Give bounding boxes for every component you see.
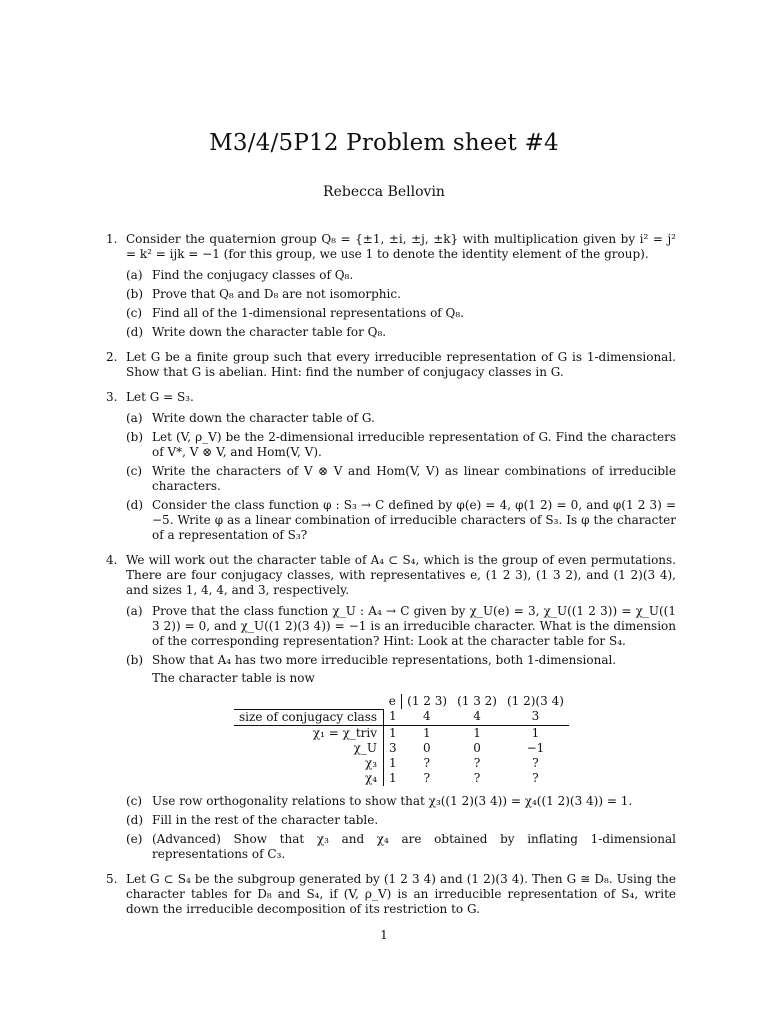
table-cell: ? (532, 770, 539, 785)
subpart (126, 325, 676, 340)
problem-3 (106, 390, 676, 543)
problem-text: We will work out the character table of A₄ ⊂ S₄, which is the group of even permutations. There are four conjugacy classes, with representatives e, (1 2 3), (1 3 2), and (1 2)(3 4), and sizes 1, 4, 4, and 3, respectively. (126, 553, 676, 597)
problem-number: 5. (106, 871, 118, 886)
subpart-label: (d) (126, 812, 144, 827)
problem-5 (106, 872, 676, 917)
problem-4 (106, 553, 676, 862)
subpart-list (126, 794, 676, 862)
table-cell: −1 (526, 740, 545, 755)
subpart-text: (Advanced) Show that χ₃ and χ₄ are obtained by inflating 1-dimensional representations of C₃. (152, 831, 676, 861)
subpart-text: Show that A₄ has two more irreducible representations, both 1-dimensional. (152, 653, 617, 667)
col-header: (1 2 3) (407, 694, 448, 708)
subpart (126, 832, 676, 862)
subpart-text: Prove that the class function χ_U : A₄ → C given by χ_U(e) = 3, χ_U((1 2 3)) = χ_U((1 3 2)) = 0, and χ_U((1 2)(3 4)) = −1 is an irreducible character. What is the dimension of the corresponding representation? Hint: Look at the character table for S₄. (152, 604, 676, 648)
subpart-label: (c) (126, 306, 143, 320)
subpart-label: (c) (126, 793, 143, 808)
subpart-text: Fill in the rest of the character table. (152, 812, 379, 827)
subpart-label: (b) (126, 430, 144, 444)
subpart-label: (e) (126, 831, 143, 846)
character-table (234, 694, 569, 786)
subpart (126, 268, 676, 283)
size-cell: 4 (452, 709, 502, 725)
subpart-label: (d) (126, 498, 144, 512)
table-cell: 3 (389, 740, 397, 755)
subpart-list (126, 268, 676, 340)
subpart-note: The character table is now (152, 671, 315, 685)
table-cell: 1 (473, 725, 481, 740)
problem-text: Let G ⊂ S₄ be the subgroup generated by (1 2 3 4) and (1 2)(3 4). Then G ≅ D₈. Using the character tables for D₈ and S₄, if (V, ρ_V) is an irreducible representation of S₄, write down the irreducible decomposition of its restriction to G. (126, 871, 676, 916)
table-cell: 1 (389, 755, 397, 770)
author-name: Rebecca Bellovin (323, 184, 445, 200)
subpart (126, 498, 676, 543)
table-cell: 1 (531, 725, 540, 740)
row-label: χ₃ (234, 756, 384, 771)
problem-text: Consider the quaternion group Q₈ = {±1, ±i, ±j, ±k} with multiplication given by i² = j² = k² = ijk = −1 (for this group, we use 1 to denote the identity element of the group). (126, 232, 676, 261)
subpart-text: Let (V, ρ_V) be the 2-dimensional irreducible representation of G. Find the characters of V*, V ⊗ V, and Hom(V, V). (152, 430, 676, 459)
subpart (126, 813, 676, 828)
subpart-text: Prove that Q₈ and D₈ are not isomorphic. (152, 287, 401, 301)
page-number: 1 (380, 928, 388, 942)
problem-text: Let G be a finite group such that every irreducible representation of G is 1-dimensional. Show that G is abelian. Hint: find the number of conjugacy classes in G. (126, 350, 676, 379)
subpart-label: (a) (126, 268, 143, 282)
table-cell: 0 (473, 740, 481, 755)
size-label: size of conjugacy class (234, 709, 384, 725)
subpart (126, 604, 676, 649)
size-cell: 3 (502, 709, 569, 725)
page-title: M3/4/5P12 Problem sheet #4 (209, 130, 559, 156)
problem-2 (106, 350, 676, 380)
table-cell: ? (532, 755, 539, 770)
table-row (234, 771, 569, 786)
problem-number: 3. (106, 390, 118, 404)
col-header: (1 3 2) (457, 694, 497, 708)
subpart-label: (d) (126, 325, 144, 339)
subpart-text: Write down the character table for Q₈. (152, 325, 387, 339)
subpart (126, 287, 676, 302)
problem-number: 2. (106, 350, 118, 364)
problem-number: 1. (106, 232, 118, 246)
subpart-label: (b) (126, 653, 144, 667)
table-cell: 1 (389, 725, 397, 740)
row-label: χ₄ (234, 771, 384, 786)
col-header: e (384, 694, 402, 709)
table-cell: ? (473, 770, 481, 785)
table-corner (234, 694, 384, 709)
table-row (234, 756, 569, 771)
size-cell: 4 (402, 709, 452, 725)
subpart-list (126, 604, 676, 686)
problem-1 (106, 232, 676, 340)
size-cell: 1 (384, 709, 402, 725)
table-cell: 0 (423, 740, 431, 755)
problem-text: Let G = S₃. (126, 390, 194, 404)
subpart-text: Consider the class function φ : S₃ → C defined by φ(e) = 4, φ(1 2) = 0, and φ(1 2 3) = −5. Write φ as a linear combination of irreducible characters of S₃. Is φ the character of a representation of S₃? (152, 498, 676, 542)
subpart-text: Use row orthogonality relations to show that χ₃((1 2)(3 4)) = χ₄((1 2)(3 4)) = 1. (152, 793, 633, 808)
problem-number: 4. (106, 553, 118, 567)
table-row (234, 741, 569, 756)
subpart-text: Find the conjugacy classes of Q₈. (152, 268, 354, 282)
table-cell: ? (423, 755, 431, 770)
subpart-label: (a) (126, 604, 143, 618)
row-label: χ₁ = χ_triv (234, 725, 384, 741)
subpart (126, 653, 676, 686)
row-label: χ_U (234, 741, 384, 756)
subpart (126, 794, 676, 809)
col-header: (1 2)(3 4) (506, 694, 564, 708)
subpart (126, 306, 676, 321)
subpart-text: Find all of the 1-dimensional representations of Q₈. (152, 306, 465, 320)
subpart-label: (c) (126, 464, 143, 478)
subpart (126, 411, 676, 426)
subpart-label: (b) (126, 287, 144, 301)
subpart-text: Write the characters of V ⊗ V and Hom(V, V) as linear combinations of irreducible characters. (152, 464, 676, 493)
subpart (126, 430, 676, 460)
table-cell: 1 (389, 770, 397, 785)
subpart-text: Write down the character table of G. (152, 411, 375, 425)
table-row (234, 725, 569, 741)
subpart-list (126, 411, 676, 543)
subpart-label: (a) (126, 411, 143, 425)
table-cell: ? (423, 770, 431, 785)
problem-list (106, 232, 676, 927)
subpart (126, 464, 676, 494)
table-cell: ? (473, 755, 481, 770)
table-cell: 1 (423, 725, 431, 740)
